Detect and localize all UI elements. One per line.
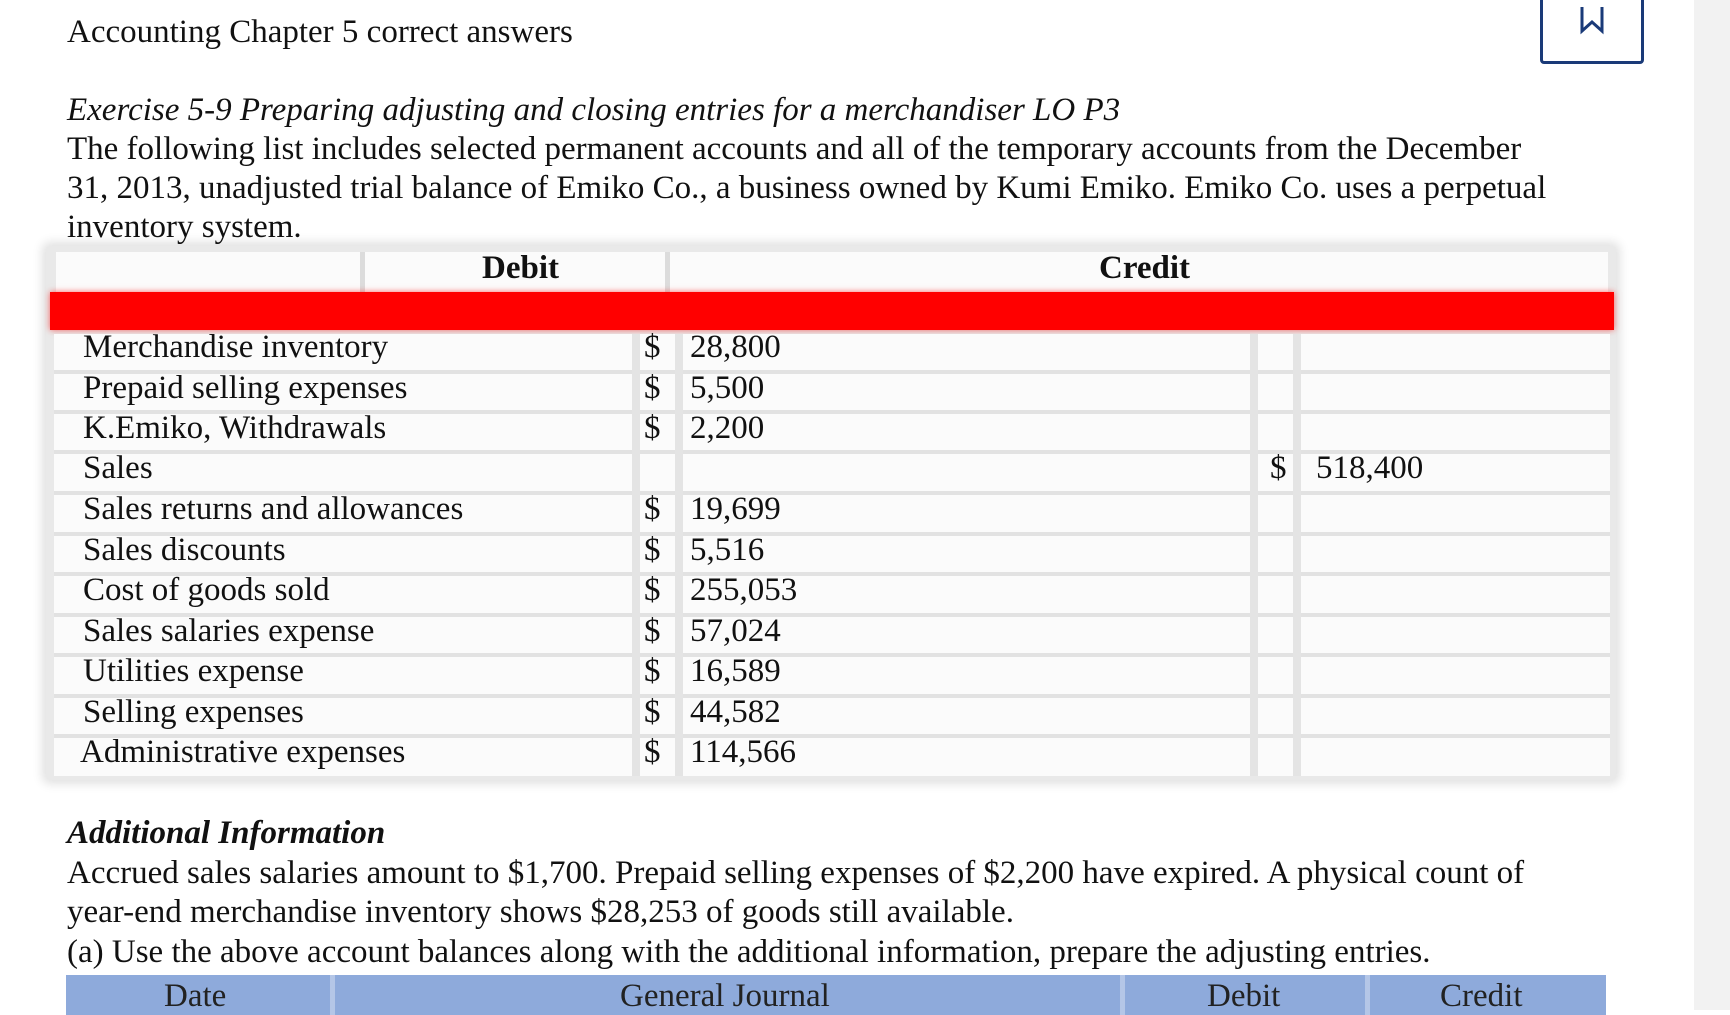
debit-currency: $: [644, 491, 661, 527]
debit-header: Debit: [482, 250, 559, 286]
intro-line: The following list includes selected permanent accounts and all of the temporary accounts from the December: [67, 131, 1522, 167]
account-name: Sales discounts: [83, 532, 286, 568]
account-name: K.Emiko, Withdrawals: [83, 410, 387, 446]
column-divider: [1120, 975, 1125, 1015]
additional-info-line: year-end merchandise inventory shows $28,253 of goods still available.: [67, 894, 1014, 930]
debit-currency: $: [644, 734, 661, 770]
column-divider: [1250, 334, 1258, 776]
account-name: Prepaid selling expenses: [83, 370, 408, 406]
debit-currency: $: [644, 329, 661, 365]
column-divider: [330, 975, 335, 1015]
debit-amount: 2,200: [690, 410, 765, 446]
trial-balance-header: [56, 252, 1608, 292]
credit-amount: 518,400: [1316, 450, 1424, 486]
debit-amount: 57,024: [690, 613, 781, 649]
debit-currency: $: [644, 613, 661, 649]
debit-amount: 255,053: [690, 572, 798, 608]
debit-amount: 28,800: [690, 329, 781, 365]
additional-info-line: Accrued sales salaries amount to $1,700. Prepaid selling expenses of $2,200 have expired. A physical count of: [67, 855, 1525, 891]
general-journal-header: [66, 975, 1606, 1015]
additional-info-text: [67, 854, 1667, 932]
credit-header: Credit: [1099, 250, 1191, 286]
account-name: Sales salaries expense: [83, 613, 375, 649]
additional-info-title: Additional Information: [67, 815, 386, 851]
account-name: Sales returns and allowances: [83, 491, 464, 527]
intro-paragraph: [67, 130, 1667, 247]
bookmark-button[interactable]: [1540, 0, 1644, 64]
bookmark-icon: [1579, 5, 1605, 35]
debit-amount: 44,582: [690, 694, 781, 730]
column-divider: [632, 334, 640, 776]
account-name: Selling expenses: [83, 694, 304, 730]
header-divider: [360, 252, 365, 292]
column-divider: [675, 334, 683, 776]
row-divider: [54, 532, 1610, 536]
credit-column-header: Credit: [1440, 978, 1523, 1014]
exercise-title: Exercise 5-9 Preparing adjusting and closing entries for a merchandiser LO P3: [67, 92, 1121, 128]
account-name: Sales: [83, 450, 153, 486]
debit-currency: $: [644, 653, 661, 689]
account-name: Cost of goods sold: [83, 572, 330, 608]
debit-column-header: Debit: [1207, 978, 1281, 1014]
intro-line: 31, 2013, unadjusted trial balance of Emiko Co., a business owned by Kumi Emiko. Emiko Co. uses a perpetual: [67, 170, 1547, 206]
column-divider: [1293, 334, 1301, 776]
debit-amount: 5,516: [690, 532, 765, 568]
debit-amount: 114,566: [690, 734, 797, 770]
instruction-text: (a) Use the above account balances along with the additional information, prepare the adjusting entries.: [67, 934, 1431, 970]
credit-currency: $: [1270, 450, 1287, 486]
intro-line: inventory system.: [67, 209, 302, 245]
journal-column-header: General Journal: [620, 978, 830, 1014]
highlight-band: [50, 292, 1614, 330]
account-name: Merchandise inventory: [83, 329, 389, 365]
debit-currency: $: [644, 370, 661, 406]
date-column-header: Date: [164, 978, 227, 1014]
debit-currency: $: [644, 410, 661, 446]
document-title: Accounting Chapter 5 correct answers: [67, 14, 573, 50]
debit-currency: $: [644, 694, 661, 730]
column-divider: [1365, 975, 1370, 1015]
debit-currency: $: [644, 532, 661, 568]
debit-currency: $: [644, 572, 661, 608]
header-divider: [665, 252, 670, 292]
debit-amount: 19,699: [690, 491, 781, 527]
account-name: Utilities expense: [83, 653, 304, 689]
scroll-gutter: [1694, 0, 1730, 1010]
account-name: Administrative expenses: [80, 734, 406, 770]
debit-amount: 5,500: [690, 370, 765, 406]
debit-amount: 16,589: [690, 653, 781, 689]
